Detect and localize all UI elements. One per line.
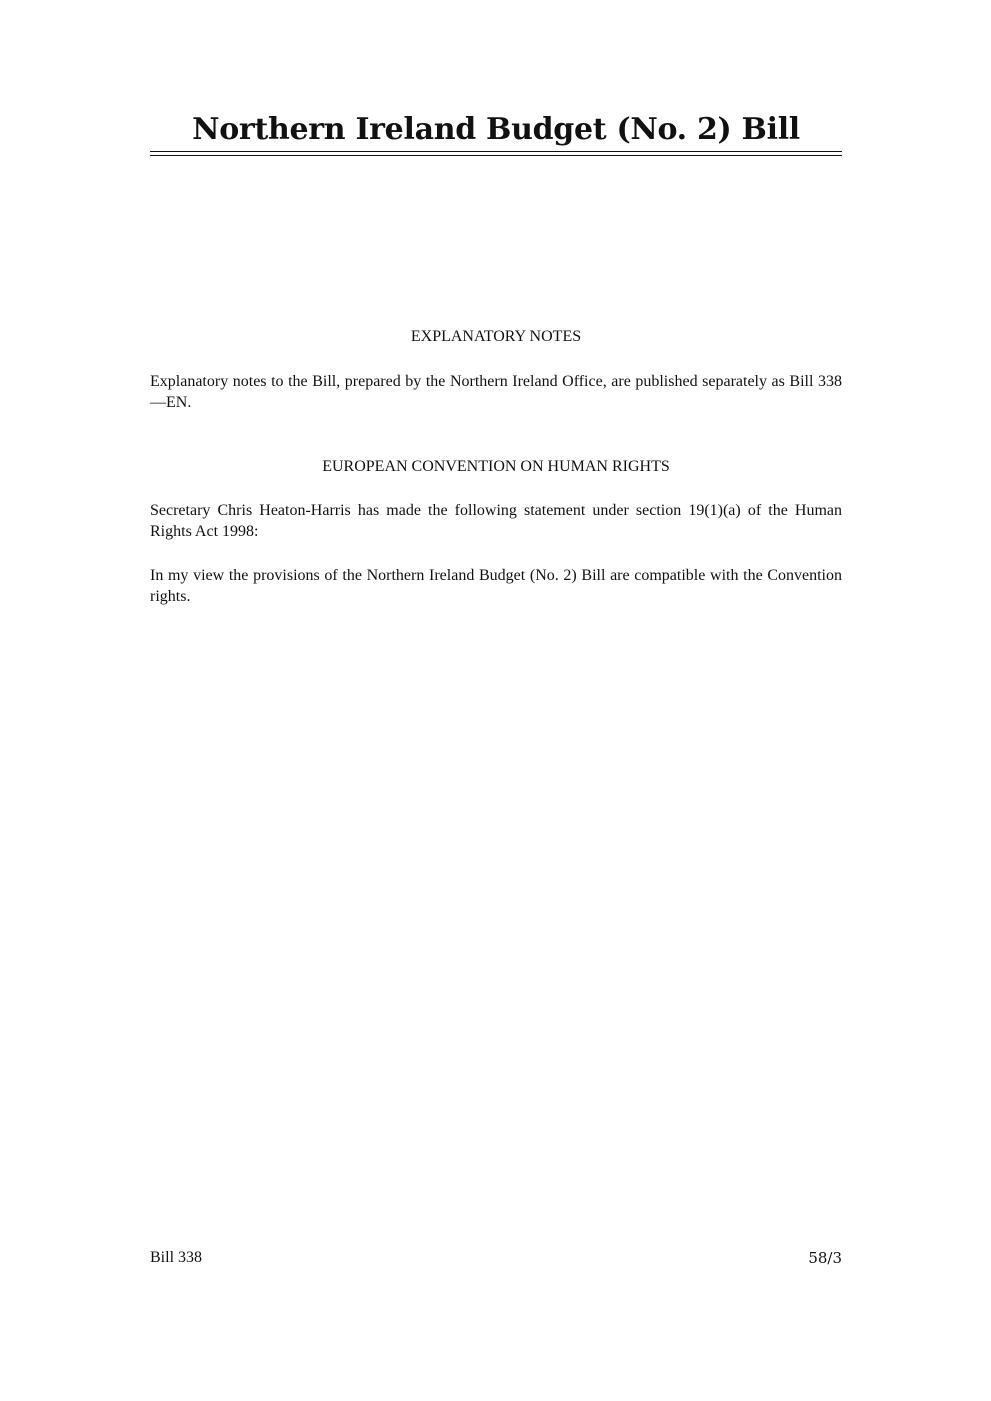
echr-statement-intro: Secretary Chris Heaton-Harris has made the following statement under section 19(1)(a) of the Human Rights Act 1998: <box>150 502 842 540</box>
echr-heading: EUROPEAN CONVENTION ON HUMAN RIGHTS <box>322 458 670 475</box>
title-rule-lower <box>150 155 842 156</box>
footer-print-reference: 58/3 <box>808 1249 842 1267</box>
explanatory-notes-text: Explanatory notes to the Bill, prepared by the Northern Ireland Office, are published separately as Bill 338—EN. <box>150 373 842 411</box>
explanatory-notes-heading: EXPLANATORY NOTES <box>410 328 582 345</box>
echr-statement: In my view the provisions of the Northern Ireland Budget (No. 2) Bill are compatible with the Convention rights. <box>150 567 842 605</box>
title-rule-upper <box>150 151 842 152</box>
footer-bill-number: Bill 338 <box>150 1249 203 1266</box>
document-title: Northern Ireland Budget (No. 2) Bill <box>192 112 800 147</box>
